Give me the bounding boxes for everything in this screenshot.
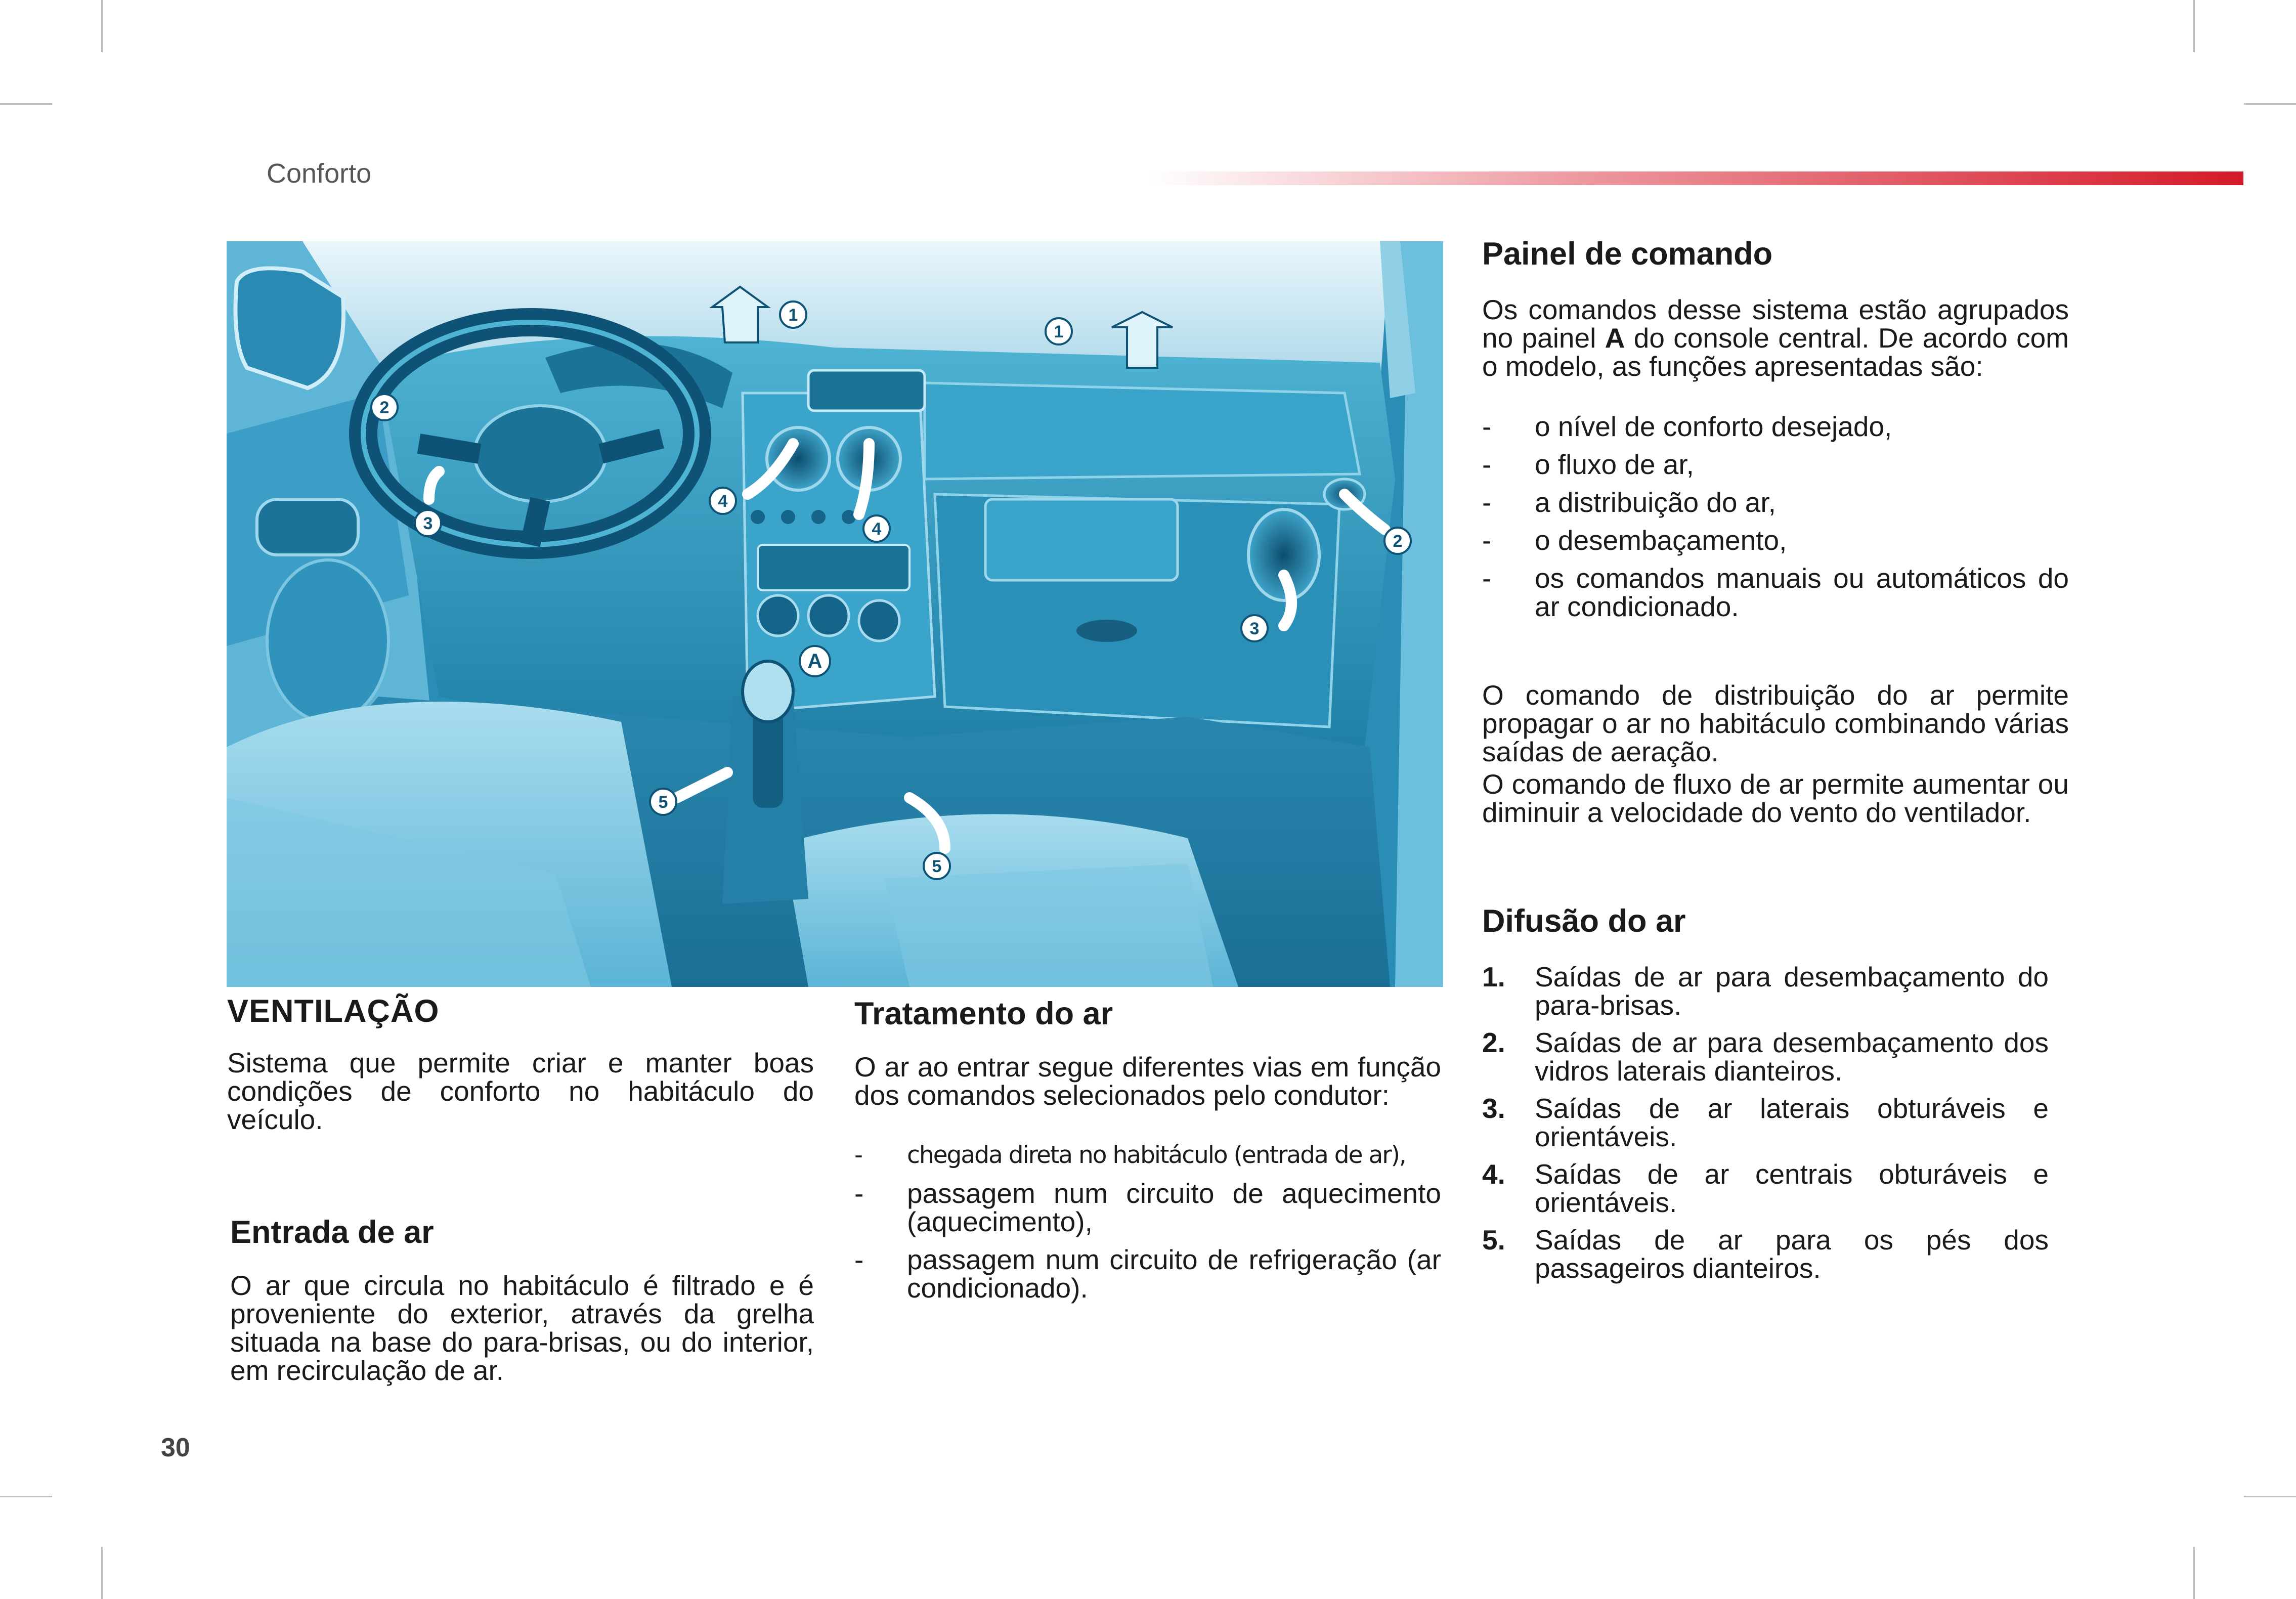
panel-letter: A [1605, 322, 1625, 354]
crop-mark [0, 1496, 52, 1497]
list-item-text: a distribuição do ar, [1535, 487, 1776, 518]
list-item [1482, 526, 2069, 554]
list-item-text: Saídas de ar para desembaçamento do para-brisas. [1535, 961, 2049, 1021]
panel-a-label: A [807, 650, 822, 672]
list-item [1482, 1226, 2049, 1282]
callout-label: 3 [1249, 619, 1260, 638]
difusao-list [1482, 963, 2049, 1291]
list-item [854, 1141, 1441, 1170]
painel-intro [1482, 295, 2069, 380]
difusao-title: Difusão do ar [1482, 903, 1686, 939]
list-item [854, 1179, 1441, 1236]
list-number: 1. [1482, 961, 1505, 992]
list-number: 5. [1482, 1224, 1505, 1256]
section-label: Conforto [267, 158, 372, 189]
entrada-text: O ar que circula no habitáculo é filtrado e é proveniente do exterior, através da grelha situada na base do para-brisas, ou do interior, em recirculação de ar. [230, 1270, 814, 1386]
crop-mark [101, 0, 103, 52]
tratamento-list [854, 1141, 1441, 1312]
callout-label: 2 [379, 398, 389, 417]
list-marker: - [1482, 487, 1492, 518]
list-item [1482, 1160, 2049, 1217]
list-item-text: chegada direta no habitáculo (entrada de ar), [907, 1141, 1406, 1169]
painel-intro-end: do console central. De acordo com o modelo, as funções apresentadas são: [1482, 322, 2069, 382]
crop-mark [2244, 1496, 2296, 1497]
painel-distribuicao-text: O comando de distribuição do ar permite propagar o ar no habitáculo combinando várias saídas de aeração. [1482, 679, 2069, 767]
painel-intro-start: Os comandos desse sistema estão agrupados no painel [1482, 294, 2069, 354]
header-accent-bar [1148, 171, 2243, 185]
list-marker: - [1482, 449, 1492, 480]
ventilacao-title: VENTILAÇÃO [227, 993, 440, 1029]
list-number: 3. [1482, 1093, 1505, 1124]
list-marker: - [854, 1178, 864, 1209]
list-number: 2. [1482, 1027, 1505, 1058]
list-number: 4. [1482, 1158, 1505, 1190]
list-item-text: Saídas de ar centrais obturáveis e orientáveis. [1535, 1158, 2049, 1218]
tratamento-intro: O ar ao entrar segue diferentes vias em função dos comandos selecionados pelo condutor: [854, 1051, 1441, 1111]
callout-label: 5 [932, 857, 942, 876]
painel-fluxo-text: O comando de fluxo de ar permite aumentar ou diminuir a velocidade do vento do ventilador. [1482, 768, 2069, 828]
tratamento-title: Tratamento do ar [854, 996, 1113, 1031]
callout-label: 3 [423, 514, 433, 533]
list-item [1482, 488, 2069, 516]
entrada-title: Entrada de ar [230, 1215, 434, 1250]
list-marker: - [854, 1141, 862, 1169]
list-marker: - [854, 1244, 864, 1275]
list-item-text: Saídas de ar para desembaçamento dos vidros laterais dianteiros. [1535, 1027, 2049, 1087]
list-marker: - [1482, 525, 1492, 556]
crop-mark [2193, 1547, 2195, 1599]
list-item-text: Saídas de ar laterais obturáveis e orientáveis. [1535, 1093, 2049, 1152]
list-item-text: o desembaçamento, [1535, 525, 1787, 556]
dashboard-drawing [227, 241, 1443, 987]
list-item [1482, 1028, 2049, 1085]
list-item [854, 1245, 1441, 1302]
dashboard-illustration [227, 241, 1443, 987]
crop-mark [101, 1547, 103, 1599]
callout-label: 4 [872, 520, 882, 539]
callout-label: 1 [1054, 322, 1064, 341]
callout-label: 4 [718, 492, 728, 511]
list-item-text: Saídas de ar para os pés dos passageiros dianteiros. [1535, 1224, 2049, 1284]
painel-title: Painel de comando [1482, 236, 1773, 272]
crop-mark [2193, 0, 2195, 52]
callout-label: 5 [658, 793, 668, 812]
list-item-text: passagem num circuito de refrigeração (ar condicionado). [907, 1244, 1441, 1304]
list-marker: - [1482, 411, 1492, 442]
crop-mark [0, 103, 52, 105]
list-item [1482, 412, 2069, 441]
callout-label: 2 [1393, 532, 1403, 551]
list-item [1482, 564, 2069, 621]
callout-label: 1 [788, 306, 798, 325]
list-item [1482, 963, 2049, 1019]
page-number: 30 [161, 1433, 190, 1462]
crop-mark [2244, 103, 2296, 105]
list-item-text: os comandos manuais ou automáticos do ar condicionado. [1535, 563, 2069, 622]
list-item-text: o nível de conforto desejado, [1535, 411, 1892, 442]
list-item-text: o fluxo de ar, [1535, 449, 1694, 480]
list-marker: - [1482, 563, 1492, 594]
list-item [1482, 450, 2069, 479]
painel-list [1482, 412, 2069, 630]
list-item-text: passagem num circuito de aquecimento (aquecimento), [907, 1178, 1441, 1237]
ventilacao-text: Sistema que permite criar e manter boas condições de conforto no habitáculo do veículo. [227, 1047, 814, 1135]
list-item [1482, 1094, 2049, 1151]
